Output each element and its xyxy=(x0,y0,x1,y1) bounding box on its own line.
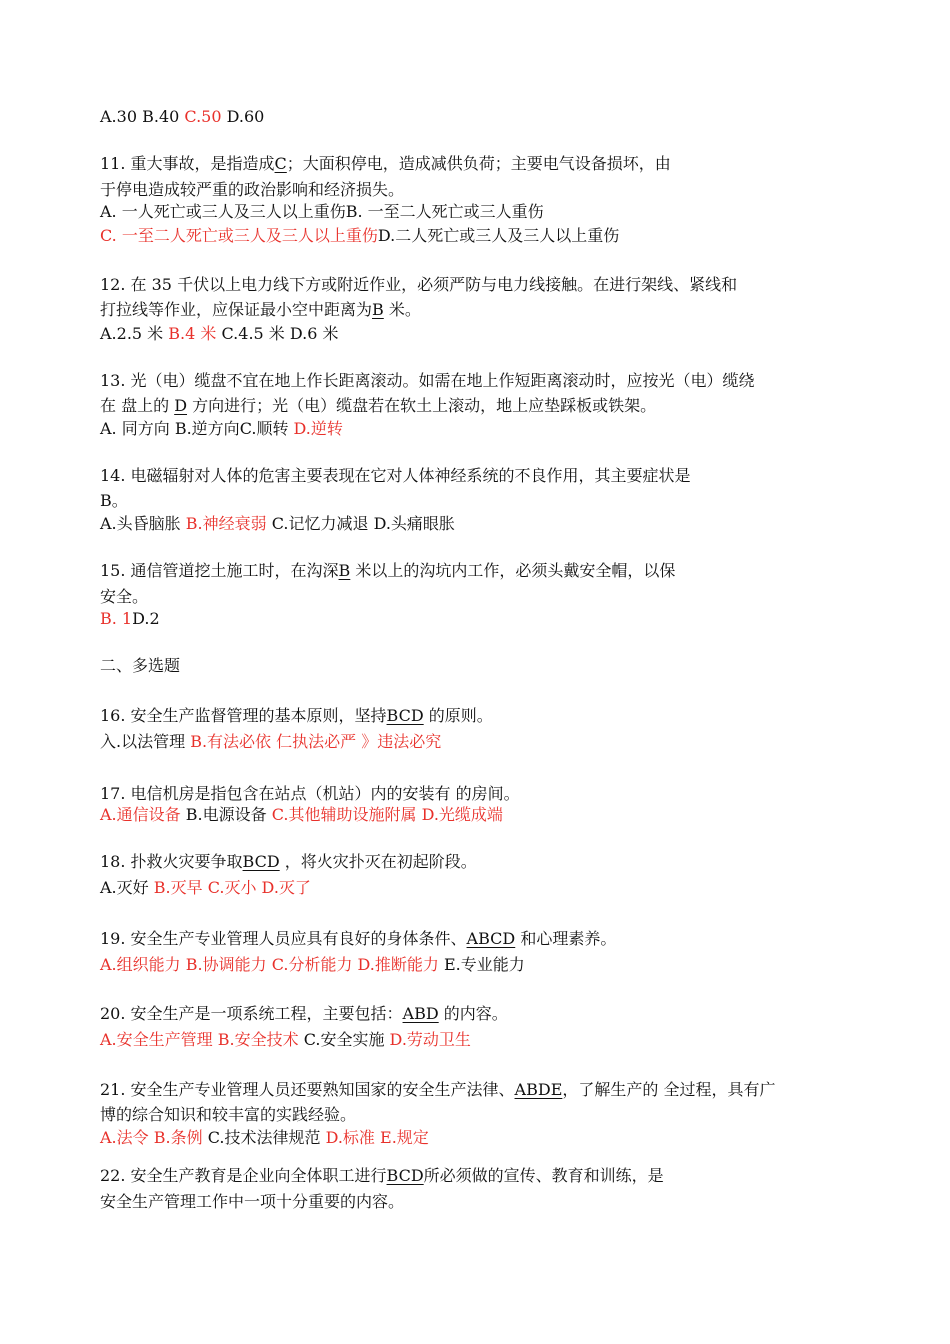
option-c-correct: C.灭小 xyxy=(207,878,257,897)
option-c-correct: C.分析能力 xyxy=(271,955,353,974)
q16-stem-text-cont: 的原则。 xyxy=(423,706,493,725)
option-c: C.安全实施 xyxy=(303,1030,385,1049)
option-b: B.40 xyxy=(142,107,180,126)
q18-options xyxy=(100,877,311,899)
q16-options xyxy=(100,731,441,753)
q12-stem-text: 打拉线等作业，应保证最小空中距离为 xyxy=(100,300,373,319)
q22-stem-text-cont: 所必须做的宣传、教育和训练，是 xyxy=(423,1166,664,1185)
option-d-correct: D.标准 xyxy=(325,1128,375,1147)
q11-stem-line2: 于停电造成较严重的政治影响和经济损失。 xyxy=(100,180,405,199)
option-c-correct: C.其他辅助设施附属 xyxy=(271,805,417,824)
option-d-correct: D.推断能力 xyxy=(357,955,439,974)
q21-stem-line1 xyxy=(100,1079,775,1101)
q19-stem-text-cont: 和心理素养。 xyxy=(515,929,617,948)
q15-answer: B xyxy=(338,561,351,580)
option-e-correct: E.规定 xyxy=(374,1128,429,1147)
option-b: B. 一至二人死亡或三人重伤 xyxy=(345,202,544,221)
option-a: A.30 xyxy=(100,107,137,126)
q17-options xyxy=(100,804,503,826)
option-b-correct: B.灭早 xyxy=(153,878,203,897)
q13-stem-text: 在 盘上的 xyxy=(100,396,175,415)
option-b-correct: B.4 米 xyxy=(168,324,217,343)
q16-answer: BCD xyxy=(386,706,424,725)
q22-answer: BCD xyxy=(386,1166,424,1185)
option-b-correct: B.安全技术 xyxy=(217,1030,299,1049)
option-b-correct: B. 1 xyxy=(100,609,133,628)
q10-options xyxy=(100,106,264,128)
option-d: D.头痛眼胀 xyxy=(373,514,455,533)
option-bcd-correct: B.有法必依 仁执法必严 》违法必究 xyxy=(190,732,442,751)
option-a: 入.以法管理 xyxy=(100,732,186,751)
option-b: B.逆方向 xyxy=(174,419,240,438)
q14-stem-line1: 14. 电磁辐射对人体的危害主要表现在它对人体神经系统的不良作用，其主要症状是 xyxy=(100,466,691,485)
q11-stem-text-cont: ；大面积停电，造成减供负荷；主要电气设备损坏，由 xyxy=(286,154,671,173)
q13-answer: D xyxy=(174,396,188,415)
option-c: C.4.5 米 xyxy=(221,324,285,343)
q15-stem-text: 15. 通信管道挖土施工时，在沟深 xyxy=(100,561,339,580)
option-b-correct: B.协调能力 xyxy=(180,955,267,974)
option-d: D.2 xyxy=(132,609,160,628)
q11-options-line2 xyxy=(100,225,619,247)
option-b-correct: B.神经衰弱 xyxy=(185,514,267,533)
q20-answer: ABD xyxy=(402,1004,439,1023)
option-a-correct: A.安全生产管理 xyxy=(100,1030,213,1049)
option-e: E.专业能力 xyxy=(444,955,525,974)
q13-options xyxy=(100,418,343,440)
option-c-correct: C.50 xyxy=(184,107,222,126)
q13-stem-text-cont: 方向进行；光（电）缆盘若在软土上滚动，地上应垫踩板或铁架。 xyxy=(187,396,657,415)
q14-options xyxy=(100,513,455,535)
option-c: C.记忆力减退 xyxy=(271,514,369,533)
q11-stem-line1 xyxy=(100,153,671,175)
q21-stem-line2: 博的综合知识和较丰富的实践经验。 xyxy=(100,1105,357,1124)
q12-options xyxy=(100,323,339,345)
q16-stem-text: 16. 安全生产监督管理的基本原则，坚持 xyxy=(100,706,387,725)
option-a: A. 一人死亡或三人及三人以上重伤 xyxy=(100,202,346,221)
q11-options-line1 xyxy=(100,201,544,223)
q21-answer: ABDE xyxy=(514,1080,563,1099)
option-c: C.技术法律规范 xyxy=(207,1128,321,1147)
option-d: D.60 xyxy=(226,107,265,126)
q19-stem xyxy=(100,928,616,950)
option-c-correct: C. 一至二人死亡或三人及三人以上重伤 xyxy=(100,226,378,245)
q14-stem-line2: B。 xyxy=(100,491,128,510)
option-a: A.灭好 xyxy=(100,878,149,897)
option-c: C.顺转 xyxy=(239,419,289,438)
q20-stem-text-cont: 的内容。 xyxy=(438,1004,508,1023)
q18-answer: BCD xyxy=(242,852,280,871)
q22-stem-line2: 安全生产管理工作中一项十分重要的内容。 xyxy=(100,1192,405,1211)
option-a: A. 同方向 xyxy=(100,419,170,438)
q13-stem-line2 xyxy=(100,395,656,417)
option-b-correct: B.条例 xyxy=(153,1128,203,1147)
q15-options xyxy=(100,608,160,630)
q17-stem: 17. 电信机房是指包含在站点（机站）内的安装有 的房间。 xyxy=(100,784,520,803)
q18-stem-text: 18. 扑救火灾要争取 xyxy=(100,852,243,871)
option-d: D.二人死亡或三人及三人以上重伤 xyxy=(377,226,620,245)
q12-answer: B xyxy=(372,300,384,319)
q15-stem-line1 xyxy=(100,560,675,582)
q21-stem-text-cont: ，了解生产的 全过程，具有广 xyxy=(562,1080,776,1099)
q18-stem-text-cont: ，将火灾扑灭在初起阶段。 xyxy=(279,852,477,871)
option-a-correct: A.组织能力 xyxy=(100,955,181,974)
q20-options xyxy=(100,1029,471,1051)
option-d: D.6 米 xyxy=(289,324,339,343)
q11-stem-text: 11. 重大事故，是指造成 xyxy=(100,154,275,173)
q12-stem-line2 xyxy=(100,299,421,321)
q11-answer: C xyxy=(274,154,287,173)
option-a-correct: A.法令 xyxy=(100,1128,149,1147)
option-a-correct: A.通信设备 xyxy=(100,805,181,824)
q16-stem xyxy=(100,705,493,727)
option-d-correct: D.灭了 xyxy=(256,878,311,897)
q22-stem-text: 22. 安全生产教育是企业向全体职工进行 xyxy=(100,1166,387,1185)
q21-options xyxy=(100,1127,429,1149)
option-a: A.头昏脑胀 xyxy=(100,514,181,533)
q19-options xyxy=(100,954,525,976)
q12-stem-text-cont: 米。 xyxy=(383,300,421,319)
q18-stem xyxy=(100,851,477,873)
q15-stem-text-cont: 米以上的沟坑内工作，必须头戴安全帽，以保 xyxy=(350,561,676,580)
q21-stem-text: 21. 安全生产专业管理人员还要熟知国家的安全生产法律、 xyxy=(100,1080,515,1099)
option-a: A.2.5 米 xyxy=(100,324,164,343)
q19-stem-text: 19. 安全生产专业管理人员应具有良好的身体条件、 xyxy=(100,929,467,948)
q20-stem-text: 20. 安全生产是一项系统工程，主要包括： xyxy=(100,1004,403,1023)
option-d-correct: D.光缆成端 xyxy=(421,805,503,824)
q22-stem-line1 xyxy=(100,1165,664,1187)
option-b: B.电源设备 xyxy=(185,805,267,824)
option-d-correct: D.逆转 xyxy=(293,419,343,438)
q13-stem-line1: 13. 光（电）缆盘不宜在地上作长距离滚动。如需在地上作短距离滚动时，应按光（电）缆绕 xyxy=(100,371,755,390)
q20-stem xyxy=(100,1003,508,1025)
option-d-correct: D.劳动卫生 xyxy=(384,1030,471,1049)
section-title: 二、多选题 xyxy=(100,656,181,675)
q12-stem-line1: 12. 在 35 千伏以上电力线下方或附近作业，必须严防与电力线接触。在进行架线、紧线和 xyxy=(100,275,738,294)
q15-stem-line2: 安全。 xyxy=(100,587,149,606)
q19-answer: ABCD xyxy=(466,929,516,948)
